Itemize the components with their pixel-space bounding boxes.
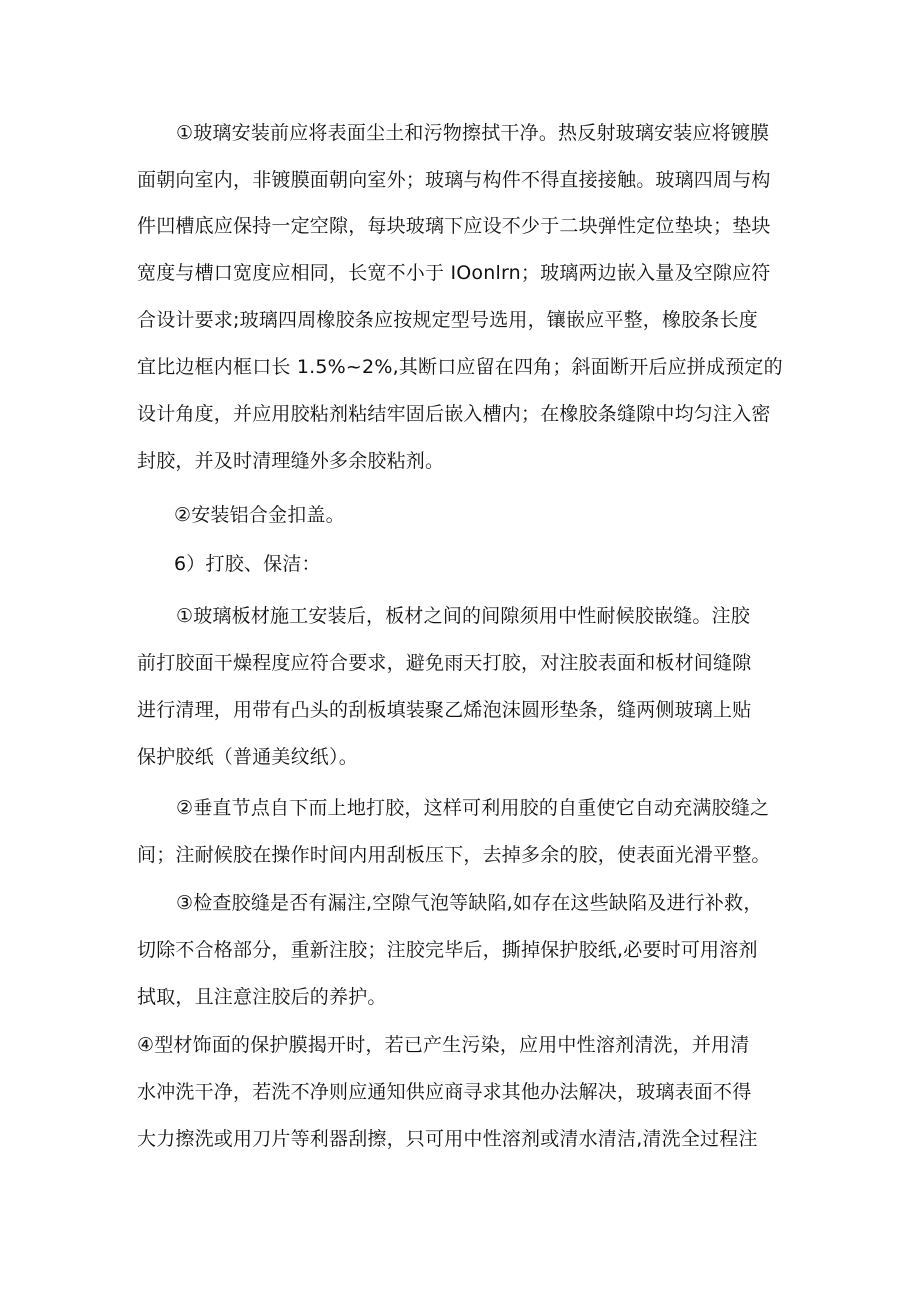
text-line: 宜比边框内框口长 1.5%~2%,其断口应留在四角；斜面断开后应拼成预定的: [137, 356, 783, 378]
text-line: ①玻璃板材施工安装后，板材之间的间隙须用中性耐候胶嵌缝。注胶: [176, 605, 751, 627]
text-line: ②垂直节点自下而上地打胶，这样可利用胶的自重使它自动充满胶缝之: [176, 797, 770, 819]
text-line: 合设计要求;玻璃四周橡胶条应按规定型号选用，镶嵌应平整，橡胶条长度: [137, 309, 759, 331]
text-line: ③检查胶缝是否有漏注,空隙气泡等缺陷,如存在这些缺陷及进行补救，: [176, 892, 763, 914]
text-line: 保护胶纸（普通美纹纸）。: [137, 746, 358, 768]
text-line: 设计角度，并应用胶粘剂粘结牢固后嵌入槽内；在橡胶条缝隙中均匀注入密: [137, 403, 771, 425]
text-line: 水冲洗干净，若洗不净则应通知供应商寻求其他办法解决，玻璃表面不得: [137, 1081, 752, 1103]
text-line: 前打胶面干燥程度应符合要求，避免雨天打胶，对注胶表面和板材间缝隙: [137, 652, 752, 674]
text-line: ④型材饰面的保护膜揭开时，若已产生污染，应用中性溶剂清洗，并用清: [137, 1034, 750, 1056]
text-line: ①玻璃安装前应将表面尘土和污物擦拭干净。热反射玻璃安装应将镀膜: [176, 122, 770, 144]
text-line: 拭取，且注意注胶后的养护。: [137, 986, 387, 1008]
text-line: 宽度与槽口宽度应相同，长宽不小于 IOonlrn；玻璃两边嵌入量及空隙应符: [137, 262, 771, 284]
text-line: 件凹槽底应保持一定空隙，每块玻璃下应设不少于二块弹性定位垫块；垫块: [137, 215, 771, 237]
text-line: 封胶，并及时清理缝外多余胶粘剂。: [137, 450, 445, 472]
text-line: 进行清理，用带有凸头的刮板填装聚乙烯泡沫圆形垫条，缝两侧玻璃上贴: [137, 699, 752, 721]
text-line: 6）打胶、保洁：: [174, 553, 321, 575]
text-line: 间；注耐候胶在操作时间内用刮板压下，去掉多余的胶，使表面光滑平整。: [137, 844, 771, 866]
text-line: ②安装铝合金扣盖。: [174, 504, 345, 526]
text-line: 切除不合格部分，重新注胶；注胶完毕后，撕掉保护胶纸,必要时可用溶剂: [137, 939, 758, 961]
text-line: 面朝向室内，非镀膜面朝向室外；玻璃与构件不得直接接触。玻璃四周与构: [137, 169, 771, 191]
text-line: 大力擦洗或用刀片等利器刮擦，只可用中性溶剂或清水清洁,清洗全过程注: [137, 1128, 758, 1150]
